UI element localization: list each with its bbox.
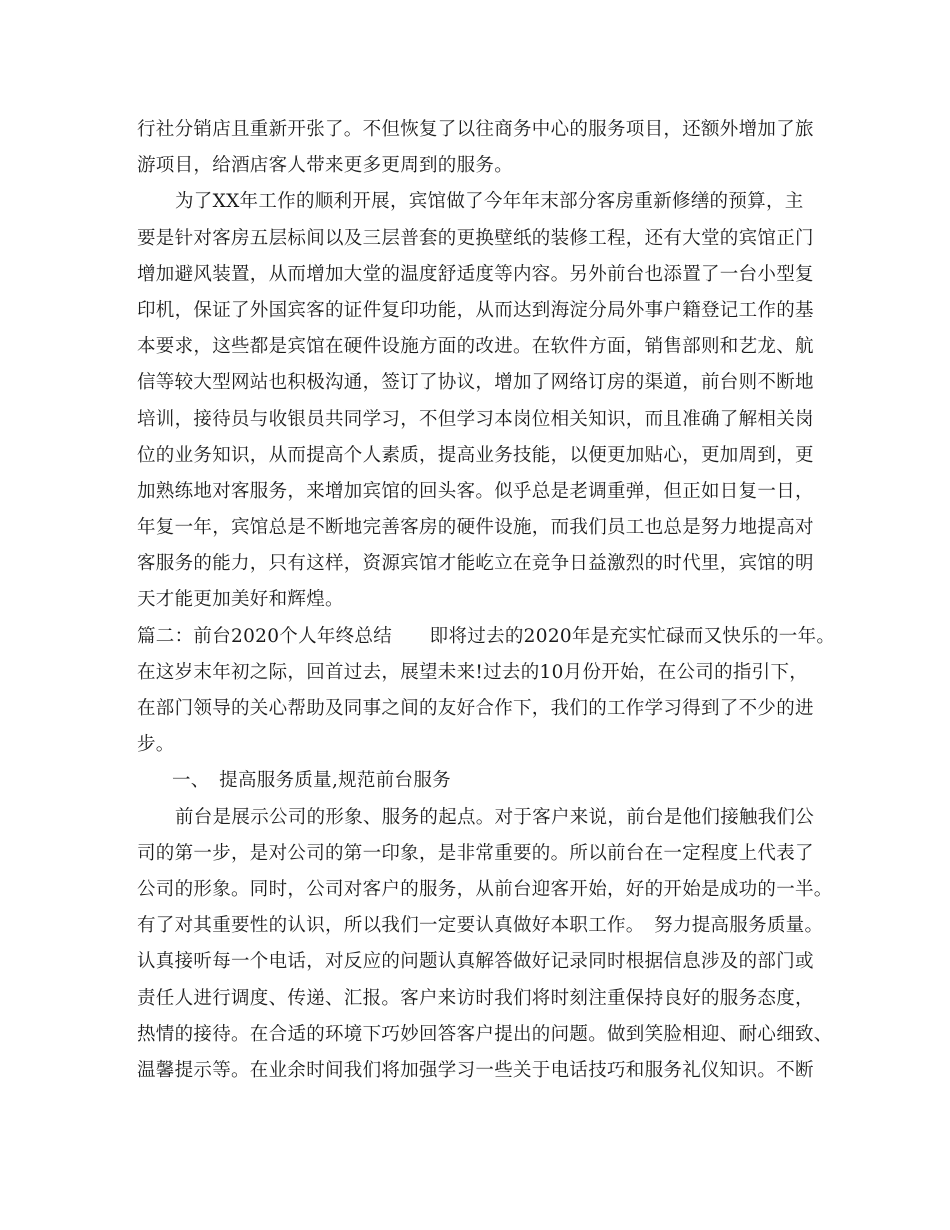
paragraph-line: 司的第一步，是对公司的第一印象，是非常重要的。所以前台在一定程度上代表了	[137, 842, 814, 864]
paragraph-line: 在这岁末年初之际，回首过去，展望未来!过去的10月份开始，在公司的指引下，	[137, 661, 809, 683]
paragraph-line: 信等较大型网站也积极沟通，签订了协议，增加了网络订房的渠道，前台则不断地	[137, 372, 814, 394]
paragraph-line: 增加避风装置，从而增加大堂的温度舒适度等内容。另外前台也添置了一台小型复	[137, 263, 814, 285]
paragraph-line: 客服务的能力，只有这样，资源宾馆才能屹立在竞争日益激烈的时代里，宾馆的明	[137, 553, 814, 575]
paragraph-line: 温馨提示等。在业余时间我们将加强学习一些关于电话技巧和服务礼仪知识。不断	[137, 1059, 814, 1081]
paragraph-line: 前台是展示公司的形象、服务的起点。对于客户来说，前台是他们接触我们公	[175, 806, 815, 828]
paragraph-line: 加熟练地对客服务，来增加宾馆的回头客。似乎总是老调重弹，但正如日复一日，	[137, 480, 814, 502]
paragraph-line: 公司的形象。同时，公司对客户的服务，从前台迎客开始，好的开始是成功的一半。	[137, 878, 833, 900]
paragraph-line: 要是针对客房五层标间以及三层普套的更换壁纸的装修工程，还有大堂的宾馆正门	[137, 227, 814, 249]
paragraph-line: 年复一年，宾馆总是不断地完善客房的硬件设施，而我们员工也总是努力地提高对	[137, 517, 814, 539]
paragraph-line: 为了XX年工作的顺利开展，宾馆做了今年年末部分客房重新修缮的预算，主	[175, 191, 804, 213]
document-body	[137, 112, 836, 1089]
paragraph-line: 热情的接待。在合适的环境下巧妙回答客户提出的问题。做到笑脸相迎、耐心细致、	[137, 1023, 833, 1045]
paragraph-line: 天才能更加美好和辉煌。	[137, 589, 344, 611]
paragraph-line: 认真接听每一个电话，对反应的问题认真解答做好记录同时根据信息涉及的部门或	[137, 951, 814, 973]
paragraph-line: 培训，接待员与收银员共同学习，不但学习本岗位相关知识，而且准确了解相关岗	[137, 408, 814, 430]
subsection-heading: 一、 提高服务质量,规范前台服务	[172, 770, 451, 792]
paragraph-line: 位的业务知识，从而提高个人素质，提高业务技能，以便更加贴心，更加周到，更	[137, 444, 814, 466]
paragraph-line: 游项目，给酒店客人带来更多更周到的服务。	[137, 155, 514, 177]
paragraph-line: 行社分销店且重新开张了。不但恢复了以往商务中心的服务项目，还额外增加了旅	[137, 119, 814, 140]
paragraph-line: 印机，保证了外国宾客的证件复印功能，从而达到海淀分局外事户籍登记工作的基	[137, 299, 814, 321]
paragraph-line: 责任人进行调度、传递、汇报。客户来访时我们将时刻注重保持良好的服务态度，	[137, 987, 814, 1009]
paragraph-line: 本要求，这些都是宾馆在硬件设施方面的改进。在软件方面，销售部则和艺龙、航	[137, 336, 814, 358]
section-heading-line: 篇二：前台2020个人年终总结 即将过去的2020年是充实忙碌而又快乐的一年。	[137, 625, 836, 647]
paragraph-line: 步。	[137, 734, 175, 756]
paragraph-line: 在部门领导的关心帮助及同事之间的友好合作下，我们的工作学习得到了不少的进	[137, 698, 814, 719]
paragraph-line: 有了对其重要性的认识，所以我们一定要认真做好本职工作。 努力提高服务质量。	[137, 915, 824, 937]
